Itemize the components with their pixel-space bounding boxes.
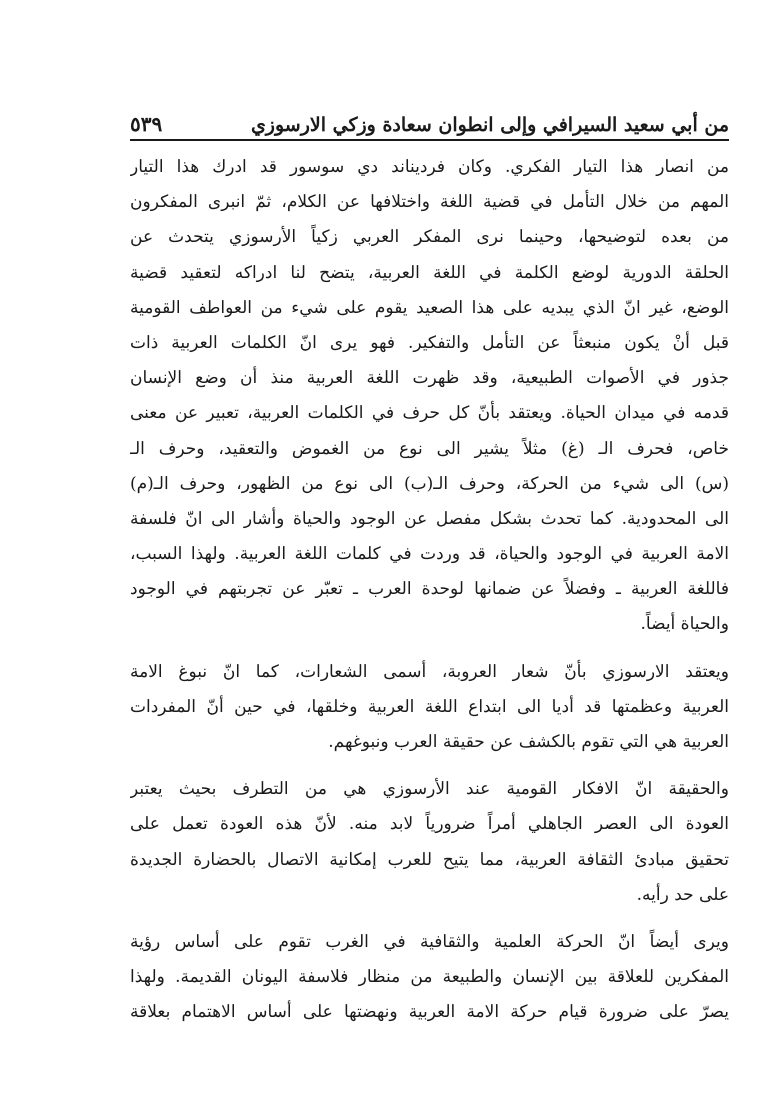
- text-line: المهم من خلال التأمل في قضية اللغة واختلافها عن الكلام، ثمّ انبرى المفكرون: [130, 192, 729, 213]
- running-title: من أبي سعيد السيرافي وإلى انطوان سعادة وزكي الارسوزي: [250, 114, 729, 136]
- text-line: والحياة أيضاً.: [640, 614, 729, 635]
- paragraph-1: [130, 150, 729, 643]
- paragraph-2: [130, 655, 729, 761]
- text-line: ويرى أيضاً انّ الحركة العلمية والثقافية في الغرب تقوم على أساس رؤية: [130, 931, 729, 952]
- text-line: خاص، فحرف الـ (غ) مثلاً يشير الى نوع من الغموض والتعقيد، وحرف الـ: [130, 438, 729, 459]
- text-line: الامة العربية في الوجود والحياة، قد وردت في كلمات اللغة العربية. ولهذا السبب،: [130, 544, 729, 565]
- text-line: العودة الى العصر الجاهلي أمراً ضرورياً لابد منه. لأنّ هذه العودة تعمل على: [130, 814, 729, 835]
- text-line: الى المحدودية. كما تحدث بشكل مفصل عن الوجود والحياة وأشار الى انّ فلسفة: [130, 508, 729, 529]
- text-line: يصرّ على ضرورة قيام حركة الامة العربية ونهضتها على أساس الاهتمام بعلاقة: [130, 1002, 729, 1023]
- header-rule: [130, 139, 729, 141]
- text-line: والحقيقة انّ الافكار القومية عند الأرسوزي هي من التطرف بحيث يعتبر: [130, 779, 729, 800]
- text-line: من بعده لتوضيحها، وحينما نرى المفكر العربي زكياً الأرسوزي يتحدث عن: [130, 227, 729, 248]
- text-line: قدمه في ميدان الحياة. ويعتقد بأنّ كل حرف في الكلمات العربية، تعبير عن معنى: [130, 403, 729, 424]
- text-line: العربية هي التي تقوم بالكشف عن حقيقة العرب ونبوغهم.: [328, 732, 729, 752]
- page-number: ٥٣٩: [130, 112, 163, 136]
- text-line: ويعتقد الارسوزي بأنّ شعار العروبة، أسمى الشعارات، كما انّ نبوغ الامة: [130, 661, 729, 682]
- paragraph-4: [130, 925, 729, 1031]
- text-line: جذور في الأصوات الطبيعية، وقد ظهرت اللغة العربية منذ أن وضع الإنسان: [130, 368, 729, 389]
- text-line: تحقيق مبادئ الثقافة العربية، مما يتيح للعرب إمكانية الاتصال بالحضارة الجديدة: [130, 849, 729, 870]
- text-line: قبل أنْ يكون منبعثاً عن التأمل والتفكير. فهو يرى انّ الكلمات العربية ذات: [130, 332, 729, 353]
- text-line: فاللغة العربية ـ وفضلاً عن ضمانها لوحدة العرب ـ تعبّر عن تجربتهم في الوجود: [130, 579, 729, 600]
- text-line: الحلقة الدورية لوضع الكلمة في اللغة العربية، يتضح لنا ادراكه لتعقيد قضية: [130, 262, 729, 283]
- text-line: العربية وعظمتها قد أديا الى ابتداع اللغة العربية وخلقها، في حين أنّ المفردات: [130, 696, 729, 717]
- text-line: الوضع، غير انّ الذي يبديه على هذا الصعيد يقوم على شيء من العواطف القومية: [130, 297, 729, 318]
- paragraph-3: [130, 772, 729, 913]
- text-line: المفكرين للعلاقة بين الإنسان والطبيعة من منظار فلاسفة اليونان القديمة. ولهذا: [130, 967, 729, 988]
- text-line: من انصار هذا التيار الفكري. وكان فرديناند دي سوسور قد ادرك هذا التيار: [130, 157, 729, 177]
- text-line: على حد رأيه.: [636, 884, 729, 905]
- body-text: [130, 150, 729, 1043]
- text-line: (س) الى شيء من الحركة، وحرف الـ(ب) الى نوع من الظهور، وحرف الـ(م): [130, 473, 729, 494]
- running-head: [130, 104, 729, 136]
